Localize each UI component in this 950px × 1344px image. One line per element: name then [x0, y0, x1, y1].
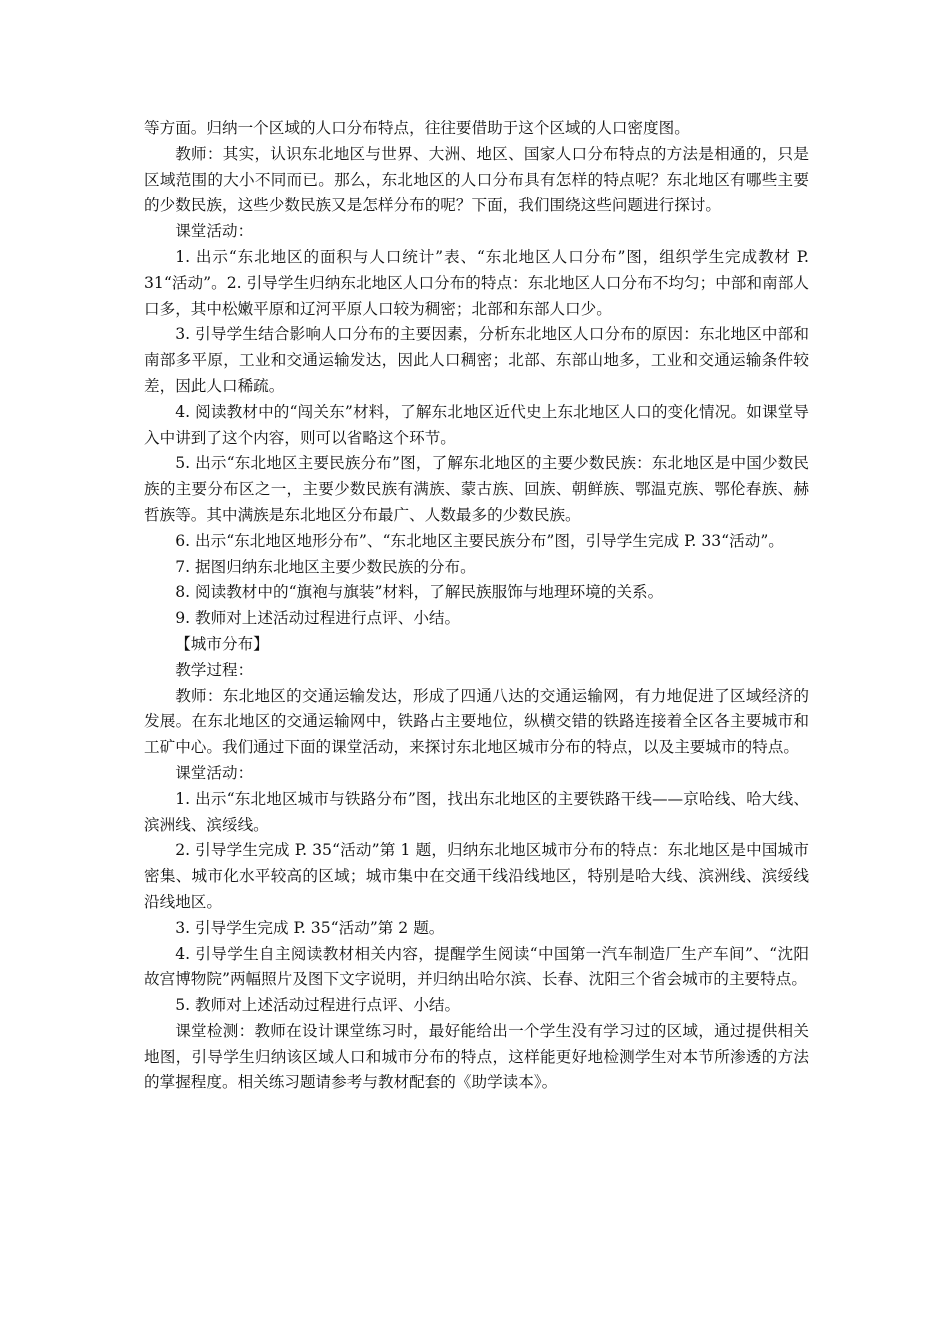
- paragraph-activity-5: 5. 出示“东北地区主要民族分布”图，了解东北地区的主要少数民族：东北地区是中国少数民族的主要分布区之一，主要少数民族有满族、蒙古族、回族、朝鲜族、鄂温克族、鄂伦春族、赫哲族等。其中满族是东北地区分布最广、人数最多的少数民族。: [144, 454, 809, 524]
- paragraph-city-activity-2: 2. 引导学生完成 P. 35“活动”第 1 题，归纳东北地区城市分布的特点：东北地区是中国城市密集、城市化水平较高的区域；城市集中在交通干线沿线地区，特别是哈大线、滨洲线、滨绥线沿线地区。: [144, 841, 809, 911]
- paragraph-activity-9: 9. 教师对上述活动过程进行点评、小结。: [175, 609, 461, 628]
- document-body: [144, 116, 809, 1096]
- paragraph-activity-label-2: 课堂活动：: [175, 763, 254, 782]
- paragraph-activity-4: 4. 阅读教材中的“闯关东”材料，了解东北地区近代史上东北地区人口的变化情况。如课堂导入中讲到了这个内容，则可以省略这个环节。: [144, 402, 809, 447]
- paragraph-activity-8: 8. 阅读教材中的“旗袍与旗装”材料，了解民族服饰与地理环境的关系。: [175, 583, 664, 602]
- paragraph-activity-3: 3. 引导学生结合影响人口分布的主要因素，分析东北地区人口分布的原因：东北地区中部和南部多平原，工业和交通运输发达，因此人口稠密；北部、东部山地多，工业和交通运输条件较差，因此人口稀疏。: [144, 325, 809, 395]
- paragraph-activity-label: 课堂活动：: [175, 222, 254, 241]
- paragraph-city-activity-3: 3. 引导学生完成 P. 35“活动”第 2 题。: [175, 918, 445, 937]
- paragraph-teacher-intro: 教师：其实，认识东北地区与世界、大洲、地区、国家人口分布特点的方法是相通的，只是区域范围的大小不同而已。那么，东北地区的人口分布具有怎样的特点呢？东北地区有哪些主要的少数民族，这些少数民族又是怎样分布的呢？下面，我们围绕这些问题进行探讨。: [144, 144, 809, 215]
- paragraph-city-activity-4: 4. 引导学生自主阅读教材相关内容，提醒学生阅读“中国第一汽车制造厂生产车间”、“沈阳故宫博物院”两幅照片及图下文字说明，并归纳出哈尔滨、长春、沈阳三个省会城市的主要特点。: [144, 944, 809, 989]
- paragraph-classroom-test: 课堂检测：教师在设计课堂练习时，最好能给出一个学生没有学习过的区域，通过提供相关地图，引导学生归纳该区域人口和城市分布的特点，这样能更好地检测学生对本节所渗透的方法的掌握程度。相关练习题请参考与教材配套的《助学读本》。: [144, 1021, 809, 1092]
- paragraph-activity-1: 1. 出示“东北地区的面积与人口统计”表、“东北地区人口分布”图，组织学生完成教材 P. 31“活动”。2. 引导学生归纳东北地区人口分布的特点：东北地区人口分布不均匀；中部和南部人口多，其中松嫩平原和辽河平原人口较为稠密；北部和东部人口少。: [144, 247, 809, 318]
- paragraph-activity-6: 6. 出示“东北地区地形分布”、“东北地区主要民族分布”图，引导学生完成 P. 33“活动”。: [175, 531, 784, 550]
- paragraph-activity-7: 7. 据图归纳东北地区主要少数民族的分布。: [175, 557, 476, 576]
- section-heading-city-distribution: 【城市分布】: [175, 634, 269, 653]
- paragraph-continuation: 等方面。归纳一个区域的人口分布特点，往往要借助于这个区域的人口密度图。: [144, 119, 690, 137]
- paragraph-teaching-process-label: 教学过程：: [175, 660, 254, 679]
- paragraph-city-activity-5: 5. 教师对上述活动过程进行点评、小结。: [175, 996, 461, 1015]
- paragraph-city-activity-1: 1. 出示“东北地区城市与铁路分布”图，找出东北地区的主要铁路干线——京哈线、哈大线、滨洲线、滨绥线。: [144, 789, 809, 834]
- paragraph-teacher-transport: 教师：东北地区的交通运输发达，形成了四通八达的交通运输网，有力地促进了区域经济的发展。在东北地区的交通运输网中，铁路占主要地位，纵横交错的铁路连接着全区各主要城市和工矿中心。我们通过下面的课堂活动，来探讨东北地区城市分布的特点，以及主要城市的特点。: [144, 686, 809, 757]
